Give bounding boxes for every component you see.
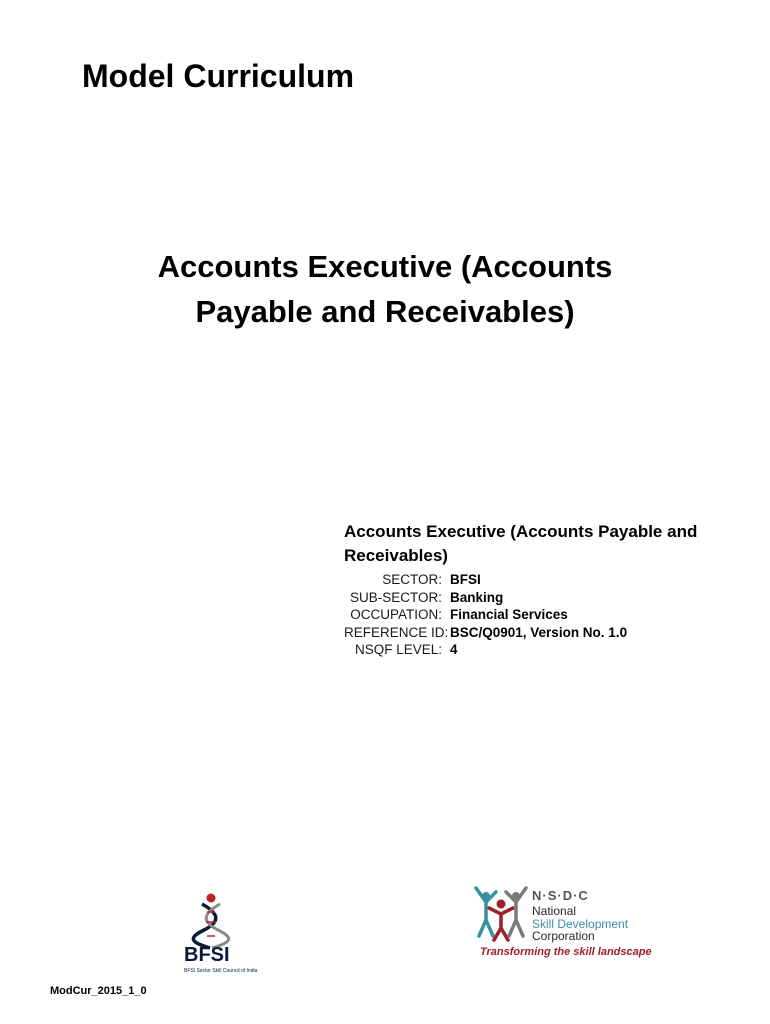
document-code: ModCur_2015_1_0: [50, 985, 147, 997]
bfsi-helix-strand-b: [206, 904, 228, 948]
info-row-reference-id: [344, 624, 744, 642]
nsdc-logo-emblem: [472, 886, 530, 942]
qualification-info-block: [344, 520, 744, 659]
nsdc-name: [532, 905, 628, 943]
qualification-title-line-1: Accounts Executive (Accounts Payable and: [344, 522, 698, 541]
nsdc-figure-right: [506, 888, 526, 936]
page-heading: Model Curriculum: [82, 58, 355, 94]
nsdc-name-line-3: Corporation: [532, 929, 595, 943]
info-label: REFERENCE ID:: [344, 624, 449, 640]
document-title-line-1: Accounts Executive (Accounts: [157, 249, 613, 284]
info-value: Financial Services: [450, 607, 568, 622]
info-value: Banking: [450, 589, 504, 605]
info-label: NSQF LEVEL:: [354, 642, 442, 657]
info-row-sector: [344, 571, 744, 589]
info-row-nsqf-level: [344, 641, 744, 659]
nsdc-tagline: Transforming the skill landscape: [480, 946, 652, 958]
info-value: 4: [450, 642, 458, 657]
info-value: BSC/Q0901, Version No. 1.0: [450, 624, 628, 640]
bfsi-wordmark: BFSI: [184, 944, 230, 966]
bfsi-figure-head: [207, 894, 216, 903]
info-label: SECTOR:: [382, 572, 442, 587]
nsdc-letters: N·S·D·C: [532, 888, 589, 903]
bfsi-tagline: BFSI Sector Skill Council of India: [184, 968, 258, 974]
nsdc-name-line-1: National: [532, 904, 577, 918]
document-title-line-2: Payable and Receivables): [195, 294, 575, 329]
qualification-title: [344, 520, 744, 568]
info-value: BFSI: [450, 572, 481, 587]
document-title: [90, 244, 680, 334]
info-label: OCCUPATION:: [350, 607, 442, 622]
nsdc-figure-left: [476, 888, 496, 936]
info-row-sub-sector: [344, 589, 744, 607]
info-row-occupation: [344, 606, 744, 624]
info-label: SUB-SECTOR:: [349, 589, 442, 605]
qualification-title-line-2: Receivables): [344, 546, 448, 565]
nsdc-name-line-2: Skill Development: [532, 916, 629, 931]
